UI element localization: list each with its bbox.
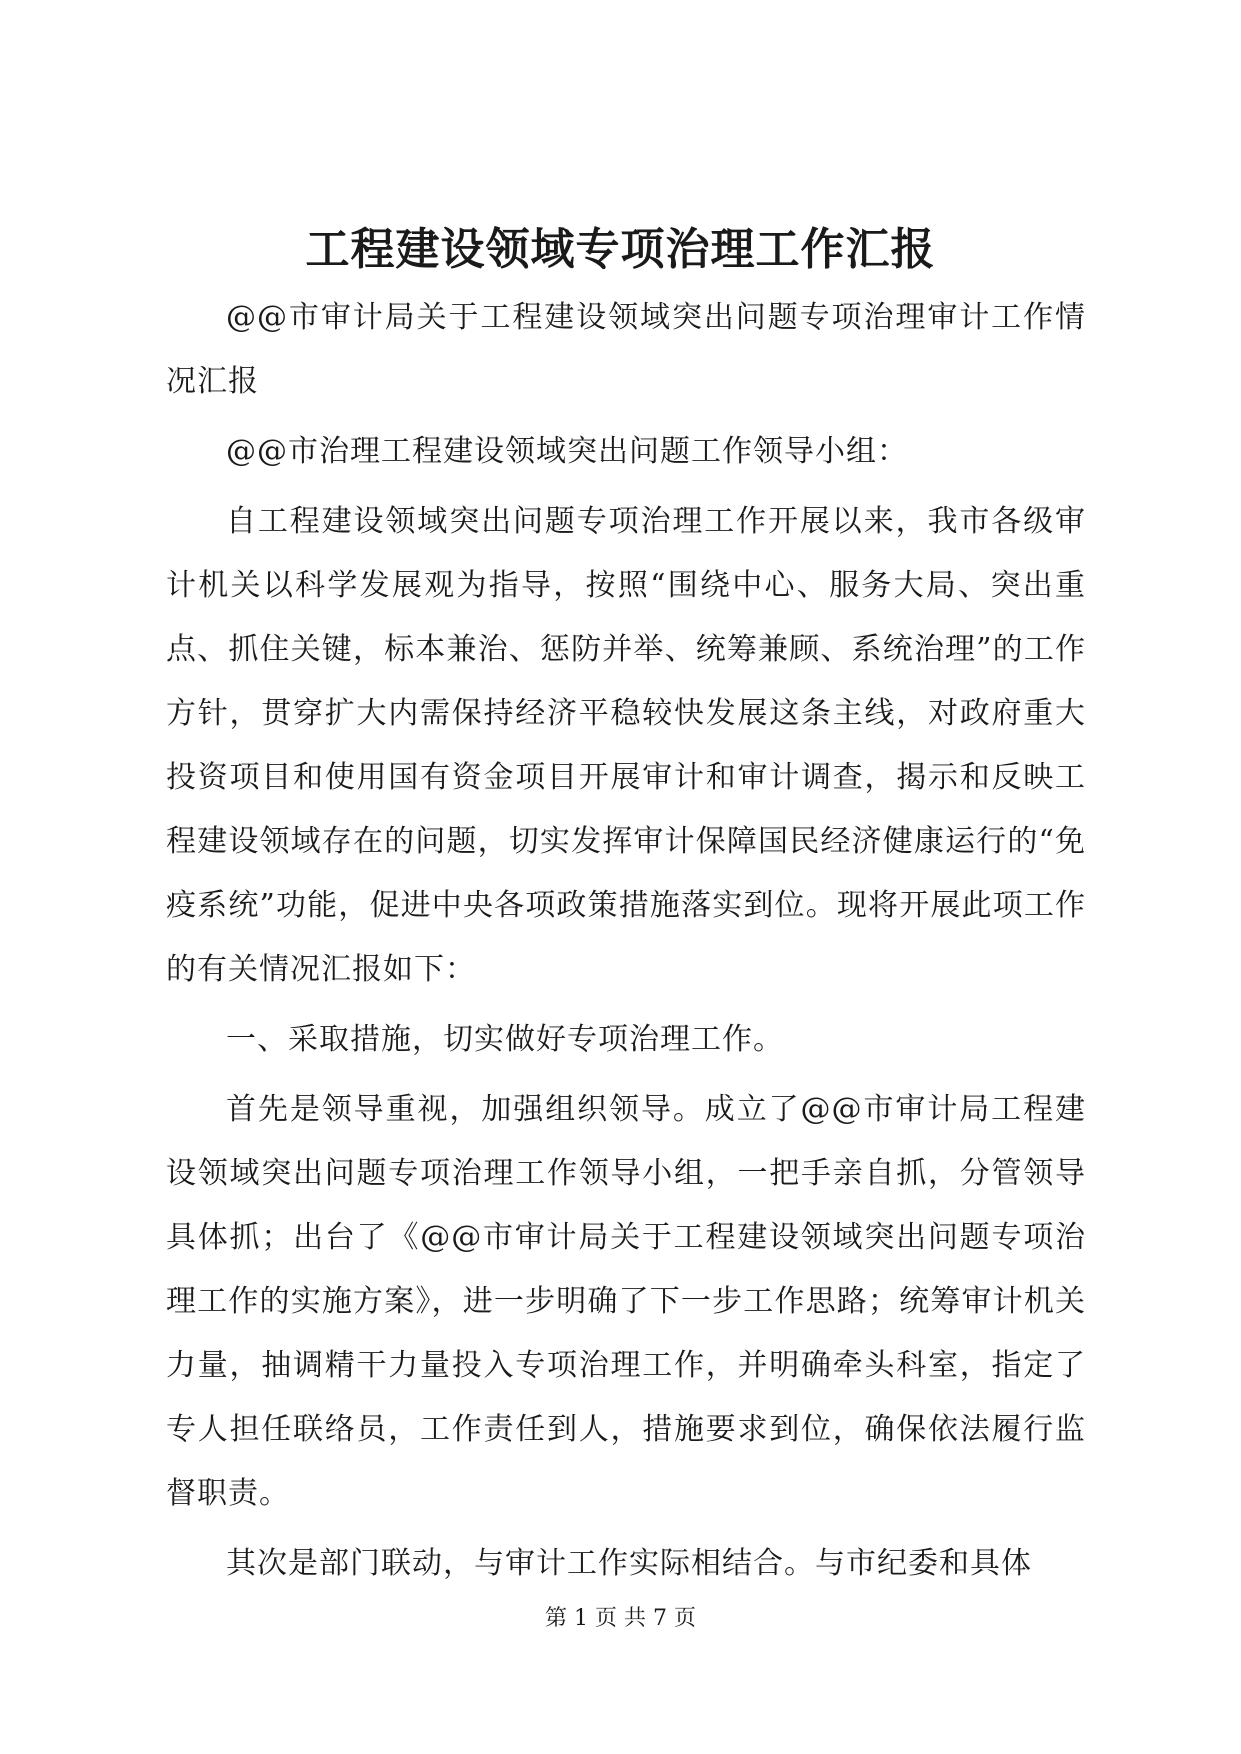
section-heading: 一、采取措施，切实做好专项治理工作。 <box>226 1022 784 1057</box>
body-paragraph: 其次是部门联动，与审计工作实际相结合。与市纪委和具体 <box>226 1546 1032 1581</box>
body-paragraph: 首先是领导重视，加强组织领导。成立了@@市审计局工程建设领域突出问题专项治理工作领导小组，一把手亲自抓，分管领导具体抓；出台了《@@市审计局关于工程建设领域突出问题专项治理工作的实施方案》，进一步明确了下一步工作思路；统筹审计机关力量，抽调精干力量投入专项治理工作，并明确牵头科室，指定了专人担任联络员，工作责任到人，措施要求到位，确保依法履行监督职责。 <box>166 1092 1086 1511</box>
intro-paragraph: 自工程建设领域突出问题专项治理工作开展以来，我市各级审计机关以科学发展观为指导，按照“围绕中心、服务大局、突出重点、抓住关键，标本兼治、惩防并举、统筹兼顾、系统治理”的工作方针，贯穿扩大内需保持经济平稳较快发展这条主线，对政府重大投资项目和使用国有资金项目开展审计和审计调查，揭示和反映工程建设领域存在的问题，切实发挥审计保障国民经济健康运行的“免疫系统”功能，促进中央各项政策措施落实到位。现将开展此项工作的有关情况汇报如下： <box>166 504 1086 987</box>
salutation: @@市治理工程建设领域突出问题工作领导小组： <box>226 434 908 469</box>
document-title: 工程建设领域专项治理工作汇报 <box>305 224 936 275</box>
report-subject-line: @@市审计局关于工程建设领域突出问题专项治理审计工作情况汇报 <box>166 300 1086 399</box>
page-number-footer: 第 1 页 共 7 页 <box>545 1606 696 1631</box>
document-body <box>166 286 1086 1602</box>
